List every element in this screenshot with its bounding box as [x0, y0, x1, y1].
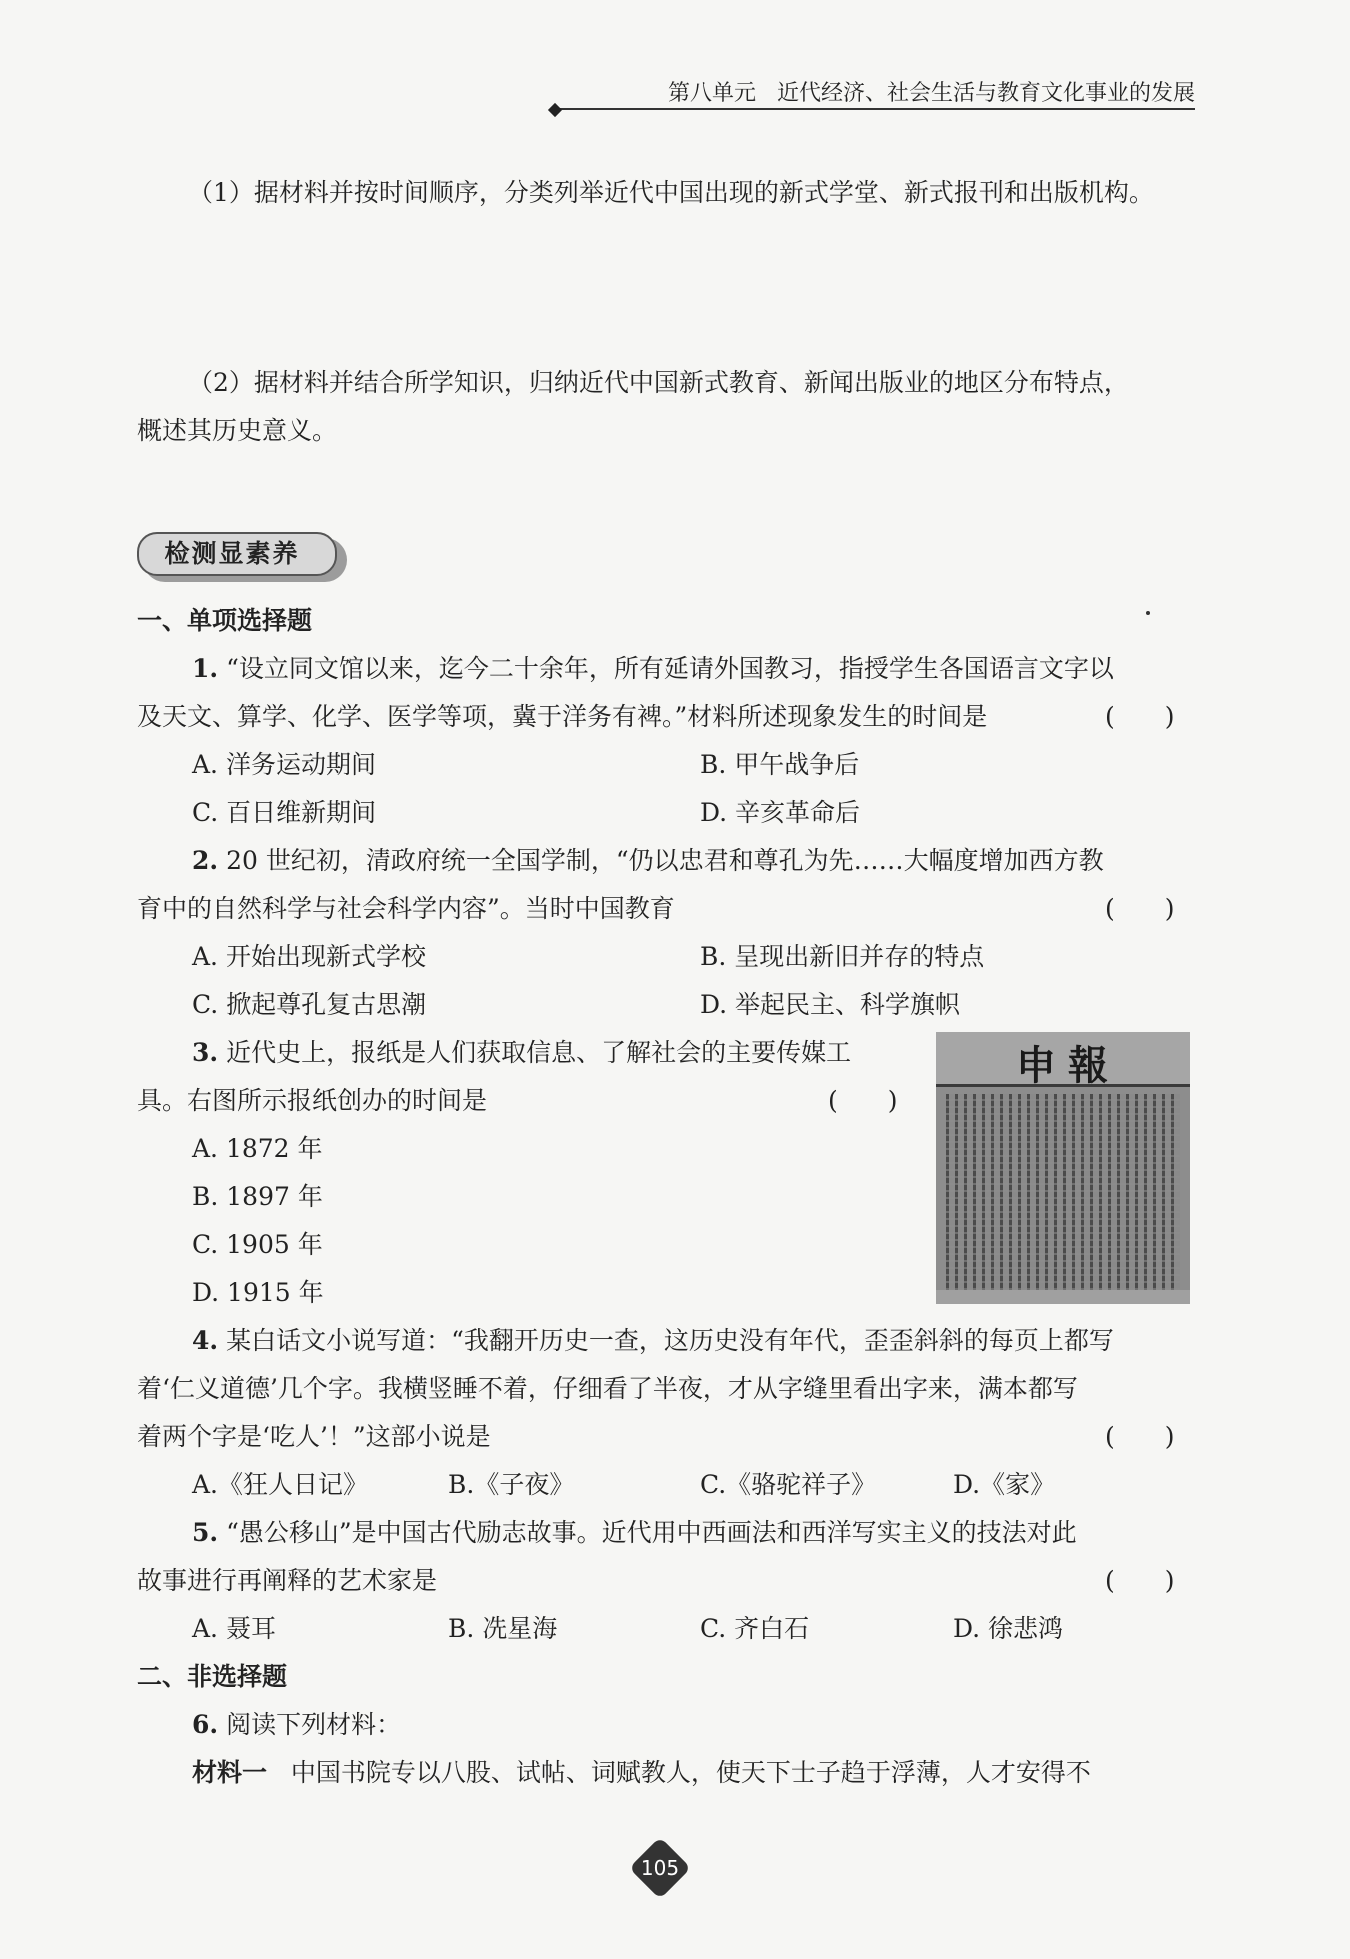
running-header: [555, 74, 1195, 110]
page-number-badge: [630, 1838, 690, 1898]
option-c: C. 齐白石: [700, 1614, 810, 1643]
question-4-line1: [192, 1324, 1114, 1358]
newspaper-title: 申報: [1016, 1042, 1120, 1089]
newspaper-text-rows: [946, 1094, 1180, 1290]
question-text: 阅读下列材料：: [226, 1710, 402, 1739]
banner-title: 检测显素养: [164, 539, 300, 568]
question-number: 3.: [192, 1038, 219, 1067]
question-5-line2: 故事进行再阐释的艺术家是: [137, 1566, 438, 1595]
option-b: B. 呈现出新旧并存的特点: [700, 942, 985, 971]
question-text: 近代史上，报纸是人们获取信息、了解社会的主要传媒工: [226, 1038, 852, 1067]
part1-title: 一、单项选择题: [137, 606, 313, 635]
answer-paren: ( ): [828, 1086, 898, 1115]
question-1-line2: 及天文、算学、化学、医学等项，冀于洋务有裨。”材料所述现象发生的时间是: [137, 702, 988, 731]
answer-paren: ( ): [1105, 894, 1175, 923]
option-a: A.《狂人日记》: [192, 1470, 369, 1499]
question-text: “设立同文馆以来，迄今二十余年，所有延请外国教习，指授学生各国语言文字以: [226, 654, 1114, 683]
question-6-line: [192, 1708, 401, 1742]
option-b: B.《子夜》: [448, 1470, 575, 1499]
material-1-line: [192, 1756, 1091, 1790]
question-number: 4.: [192, 1326, 219, 1355]
answer-paren: ( ): [1105, 1422, 1175, 1451]
option-c: C. 百日维新期间: [192, 798, 377, 827]
diamond-icon: [548, 103, 562, 117]
newspaper-masthead: [936, 1032, 1190, 1087]
option-b: B. 1897 年: [192, 1182, 323, 1211]
question-2-line2: 育中的自然科学与社会科学内容”。当时中国教育: [137, 894, 675, 923]
question-3-line1: [192, 1036, 851, 1070]
question-4-line2: 着‘仁义道德’几个字。我横竖睡不着，仔细看了半夜，才从字缝里看出字来，满本都写: [137, 1374, 1078, 1403]
stray-dot: [1146, 611, 1150, 615]
header-title: 近代经济、社会生活与教育文化事业的发展: [776, 81, 1195, 106]
question-number: 2.: [192, 846, 219, 875]
option-d: D. 1915 年: [192, 1278, 324, 1307]
option-a: A. 聂耳: [192, 1614, 276, 1643]
question-number: 6.: [192, 1710, 219, 1739]
material-question-2-line2: 概述其历史意义。: [137, 416, 338, 445]
page-number: 105: [640, 1856, 680, 1880]
newspaper-image: [936, 1032, 1190, 1304]
question-2-line1: [192, 844, 1104, 878]
material-question-2-line1: （2）据材料并结合所学知识，归纳近代中国新式教育、新闻出版业的地区分布特点，: [188, 368, 1129, 397]
material-label: 材料一: [192, 1758, 268, 1787]
question-3-line2: 具。右图所示报纸创办的时间是: [137, 1086, 488, 1115]
material-question-1: （1）据材料并按时间顺序，分类列举近代中国出现的新式学堂、新式报刊和出版机构。: [188, 178, 1154, 207]
material-text: 中国书院专以八股、试帖、词赋教人，使天下士子趋于浮薄，人才安得不: [290, 1758, 1091, 1787]
question-text: 某白话文小说写道：“我翻开历史一查，这历史没有年代，歪歪斜斜的每页上都写: [226, 1326, 1114, 1355]
option-a: A. 1872 年: [192, 1134, 323, 1163]
question-4-line3: 着两个字是‘吃人’！”这部小说是: [137, 1422, 491, 1451]
question-text: 20 世纪初，清政府统一全国学制，“仍以忠君和尊孔为先……大幅度增加西方教: [226, 846, 1104, 875]
option-c: C. 1905 年: [192, 1230, 323, 1259]
answer-paren: ( ): [1105, 1566, 1175, 1595]
section-banner: [137, 532, 347, 582]
question-1-line1: [192, 652, 1114, 686]
option-b: B. 冼星海: [448, 1614, 558, 1643]
option-c: C.《骆驼祥子》: [700, 1470, 877, 1499]
answer-paren: ( ): [1105, 702, 1175, 731]
question-5-line1: [192, 1516, 1077, 1550]
question-number: 5.: [192, 1518, 219, 1547]
header-text: [668, 76, 1195, 107]
option-a: A. 洋务运动期间: [192, 750, 376, 779]
header-unit: 第八单元: [667, 81, 756, 106]
option-d: D. 徐悲鸿: [953, 1614, 1064, 1643]
option-c: C. 掀起尊孔复古思潮: [192, 990, 427, 1019]
option-d: D. 举起民主、科学旗帜: [700, 990, 961, 1019]
option-d: D. 辛亥革命后: [700, 798, 861, 827]
option-b: B. 甲午战争后: [700, 750, 860, 779]
part2-title: 二、非选择题: [137, 1662, 288, 1691]
option-a: A. 开始出现新式学校: [192, 942, 426, 971]
question-number: 1.: [192, 654, 219, 683]
question-text: “愚公移山”是中国古代励志故事。近代用中西画法和西洋写实主义的技法对此: [226, 1518, 1077, 1547]
option-d: D.《家》: [953, 1470, 1056, 1499]
newspaper-footer: [936, 1290, 1190, 1304]
